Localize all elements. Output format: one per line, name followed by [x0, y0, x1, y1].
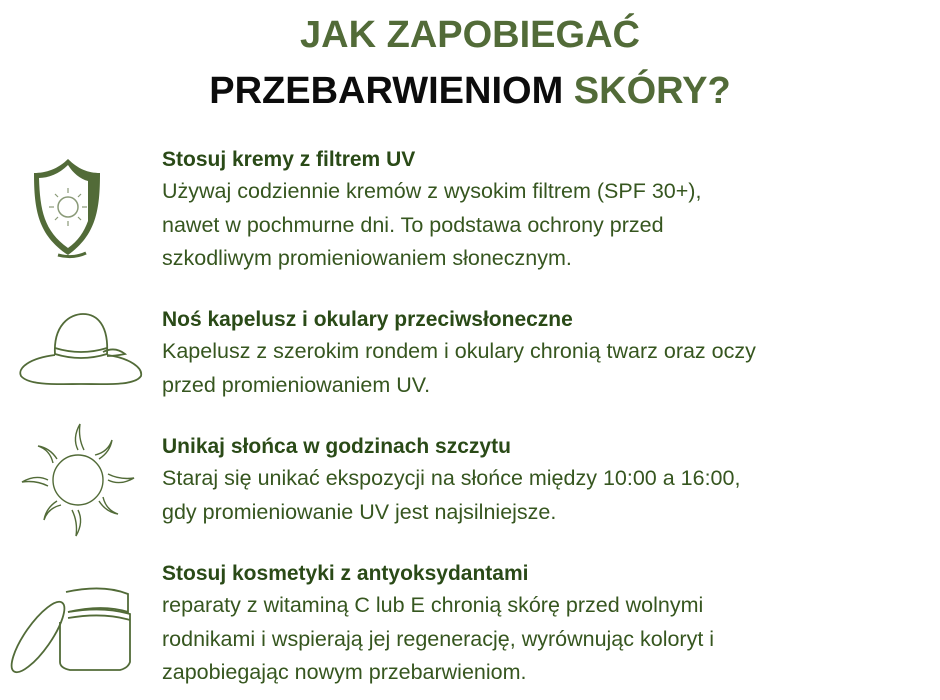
tip-hat-glasses [162, 305, 922, 402]
shield-sun-icon [28, 155, 108, 265]
tip-sunscreen [162, 145, 922, 276]
tip-text-line: reparaty z witaminą C lub E chronią skórę przed wolnymi [162, 593, 704, 617]
title-accent: SKÓRY? [573, 70, 731, 112]
tip-avoid-sun [162, 432, 922, 529]
tip-text-line: Używaj codziennie kremów z wysokim filtrem (SPF 30+), [162, 179, 702, 203]
sun-icon [20, 420, 140, 540]
tip-text-line: gdy promieniowanie UV jest najsilniejsze. [162, 499, 557, 524]
tip-heading: Noś kapelusz i okulary przeciwsłoneczne [162, 308, 573, 331]
tip-antioxidants [162, 559, 922, 690]
tip-heading: Stosuj kosmetyki z antyoksydantami [162, 562, 529, 585]
tip-text-line: nawet w pochmurne dni. To podstawa ochrony przed [162, 212, 664, 237]
title-line-2 [0, 70, 940, 113]
tip-text-line: zapobiegając nowym przebarwieniom. [162, 660, 527, 684]
title-dark: PRZEBARWIENIOM [209, 70, 564, 112]
tip-text-line: szkodliwym promieniowaniem słonecznym. [162, 246, 572, 270]
title-line-1: JAK ZAPOBIEGAĆ [300, 14, 640, 56]
cream-jar-icon [8, 582, 136, 682]
tip-heading: Stosuj kremy z filtrem UV [162, 148, 416, 171]
tip-text-line: rodnikami i wspierają jej regenerację, wyrównując koloryt i [162, 626, 715, 651]
tip-text-line: przed promieniowaniem UV. [162, 372, 431, 397]
tip-text-line: Kapelusz z szerokim rondem i okulary chronią twarz oraz oczy [162, 339, 756, 363]
tip-text-line: Staraj się unikać ekspozycji na słońce między 10:00 a 16:00, [162, 466, 741, 490]
tip-heading: Unikaj słońca w godzinach szczytu [162, 435, 511, 458]
sun-hat-icon [15, 310, 145, 390]
